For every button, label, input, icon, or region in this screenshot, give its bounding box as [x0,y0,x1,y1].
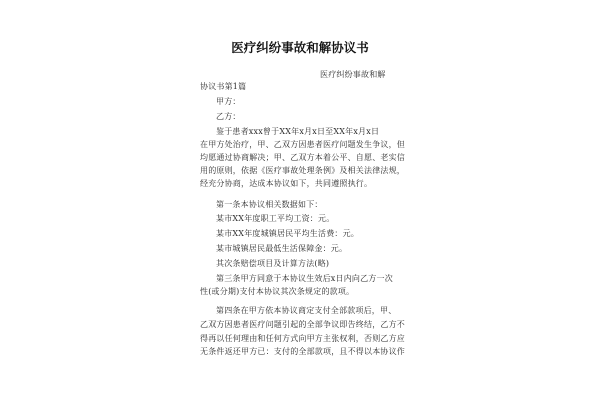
text-line: 第四条在甲方依本协议商定支付全部款项后，甲、 [216,306,397,315]
text-line: 用的原则，依据《医疗事故处理条例》及相关法律法规， [200,166,405,175]
text-line: 某市XX年度城镇居民平均生活费：元。 [216,229,359,238]
party-b-line: 乙方： [216,112,241,121]
text-line: 其次条赔偿项目及计算方法(略) [216,259,330,268]
text-line: 性(或分期)支付本协议其次条规定的款项。 [200,287,355,296]
text-line: 乙双方因患者医疗问题引起的全部争议即告终结，乙方不 [200,320,405,329]
text-line: 得再以任何理由和任何方式向甲方主张权利，否则乙方应 [200,334,405,343]
header-line: 医疗纠纷事故和解 [320,70,386,79]
document-title: 医疗纠纷事故和解协议书 [231,40,369,55]
text-line: 第三条甲方同意于本协议生效后x日内向乙方一次 [216,274,393,283]
text-line: 在甲方处治疗，甲、乙双方因患者医疗问题发生争议，但 [200,140,405,149]
party-a-line: 甲方： [216,97,241,106]
text-line: 均愿通过协商解决；甲、乙双方本着公平、自愿、老实信 [200,153,405,162]
text-line: 协议书第1篇 [200,82,247,91]
text-line: 某市XX年度职工平均工资：元。 [216,214,335,223]
text-line: 鉴于患者xxx曾于XX年x月x日至XX年x月x日 [216,127,380,136]
text-line: 无条件返还甲方已：支付的全部款项，且不得以本协议作 [200,347,405,356]
text-line: 第一条本协议相关数据如下： [216,200,323,209]
text-line: 经充分协商，达成本协议如下，共同遵照执行。 [200,179,373,188]
text-line: 某市城镇居民最低生活保障金：元。 [216,244,348,253]
